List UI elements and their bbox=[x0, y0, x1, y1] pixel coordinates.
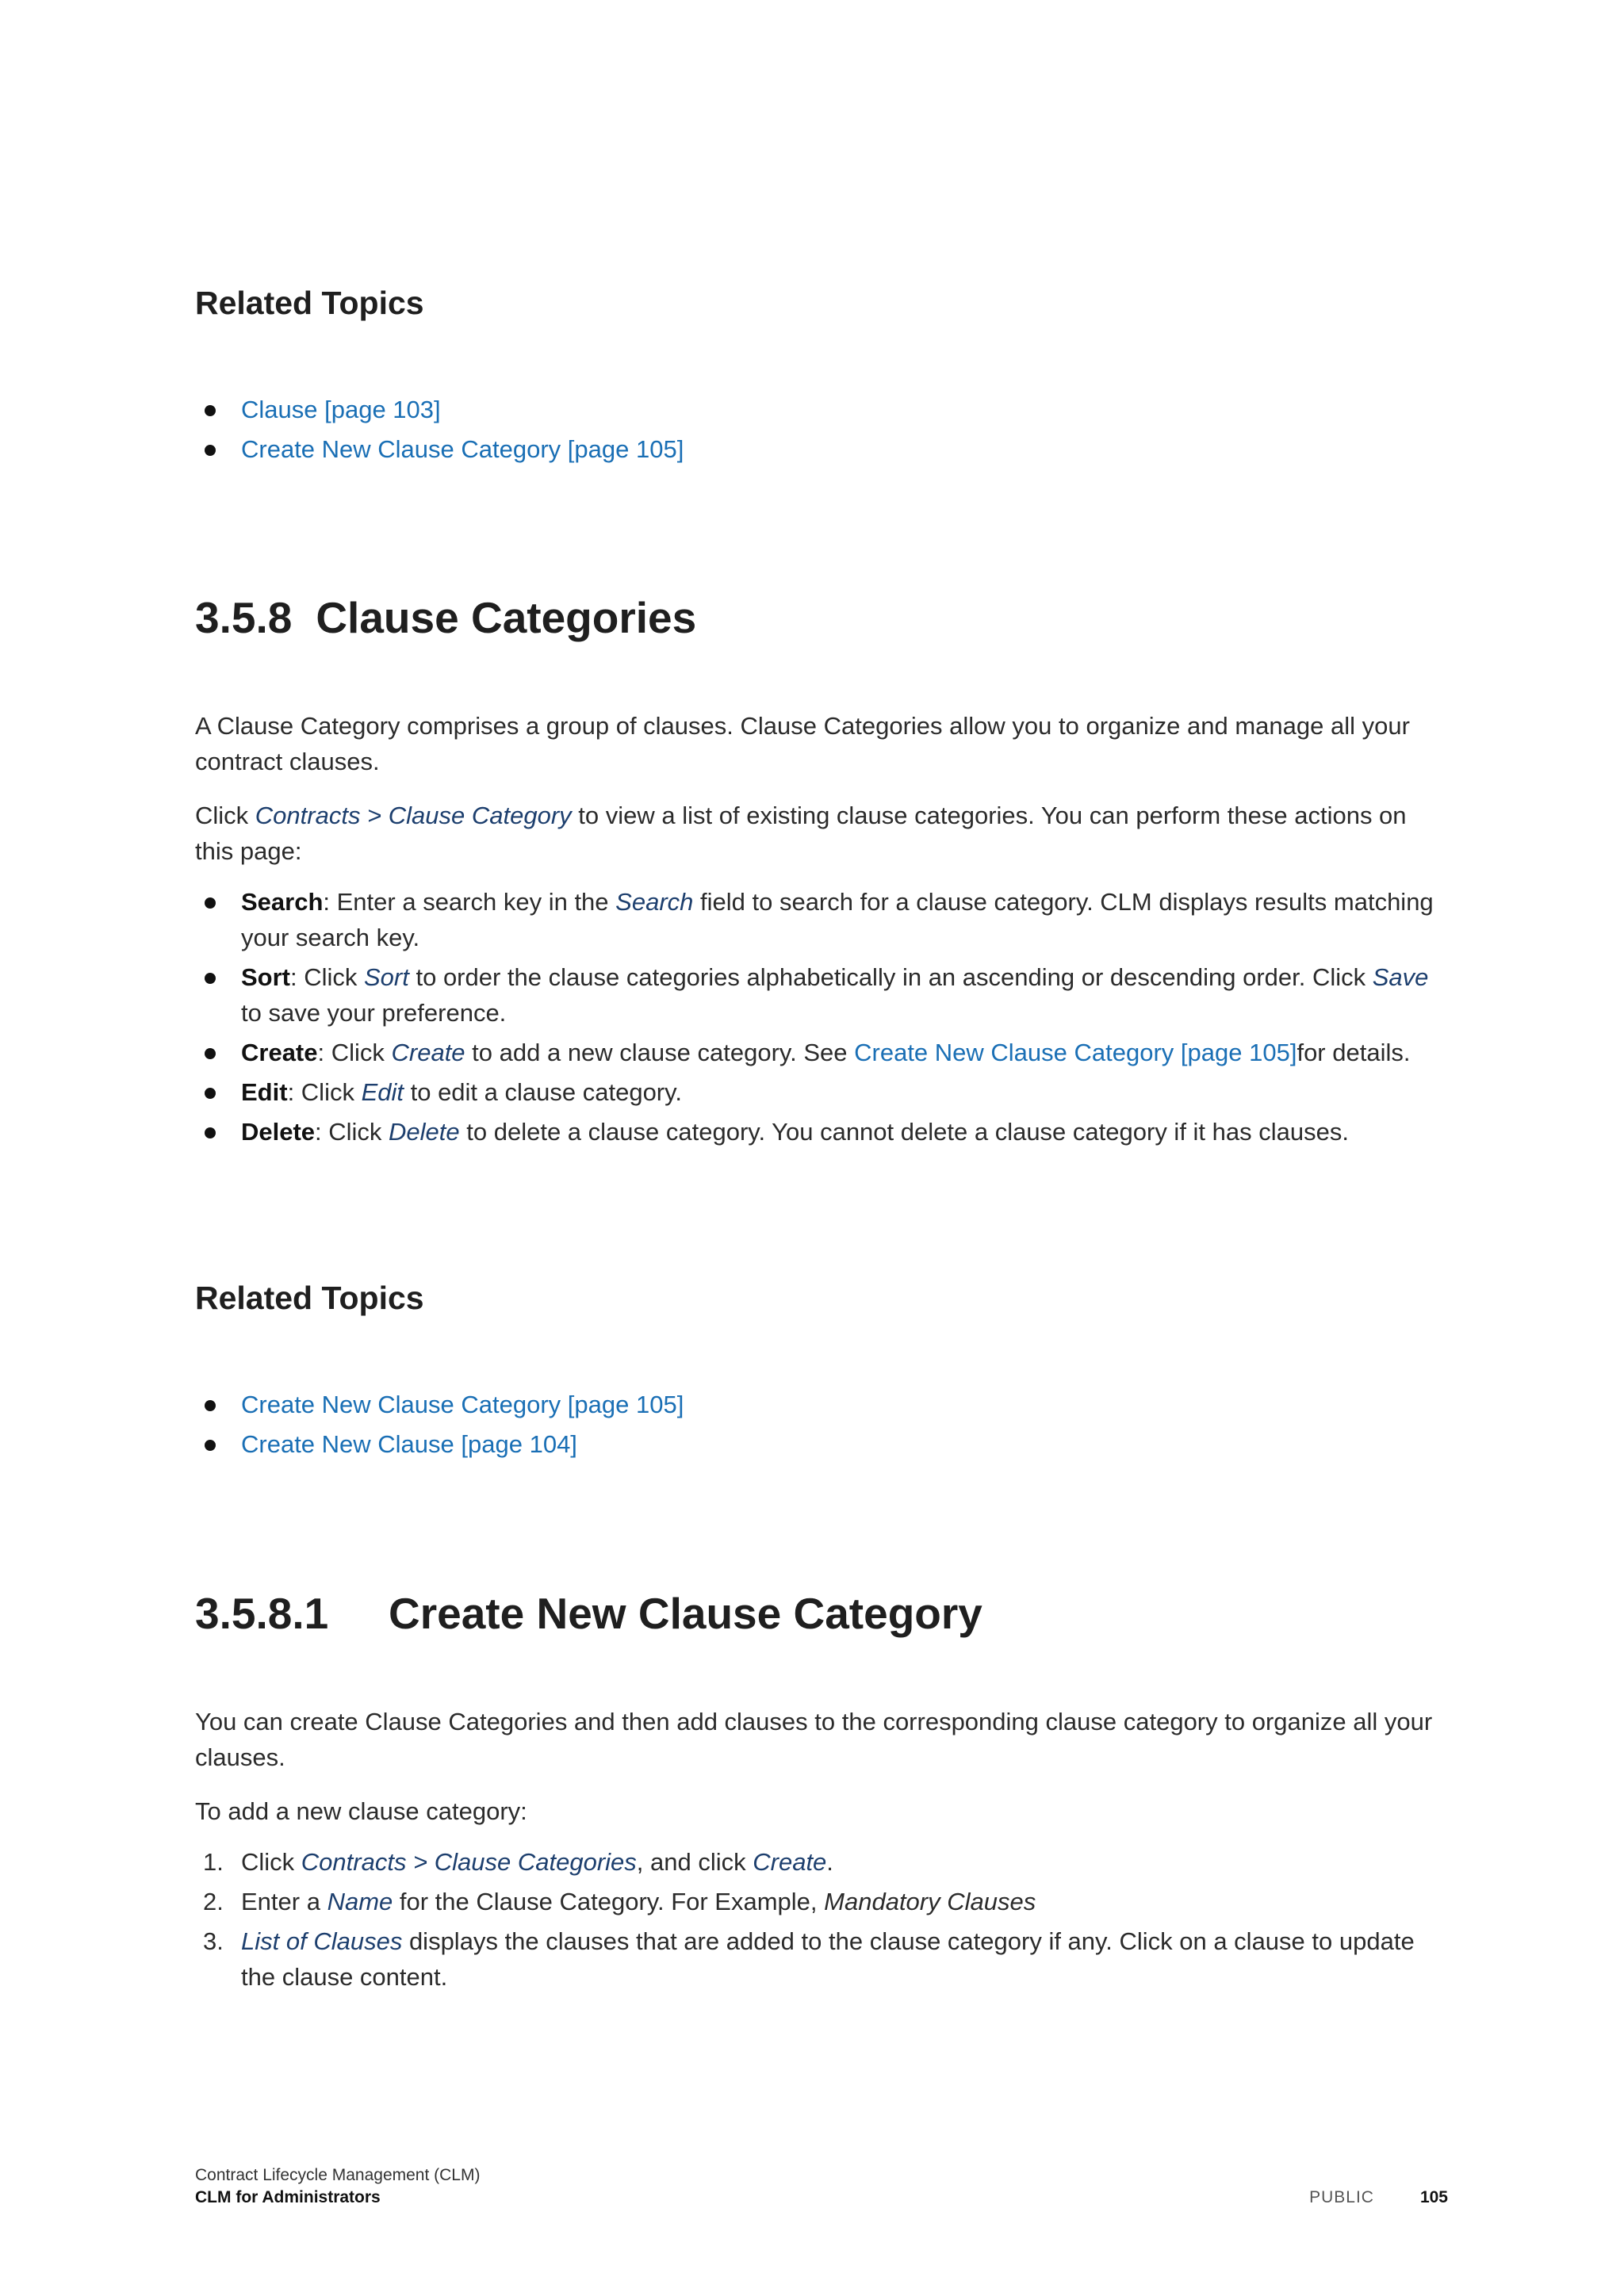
subsection-intro: You can create Clause Categories and then add clauses to the corresponding clause category to organize all your clauses. bbox=[195, 1708, 1433, 1771]
bullet-icon bbox=[205, 445, 216, 456]
list-item: Edit: Click Edit to edit a clause category. bbox=[195, 1074, 1448, 1110]
bullet-icon bbox=[205, 897, 216, 909]
bullet-icon bbox=[205, 973, 216, 984]
subsection-lead: To add a new clause category: bbox=[195, 1797, 527, 1825]
footer-product: Contract Lifecycle Management (CLM) bbox=[195, 2166, 481, 2184]
related-topics-list bbox=[195, 392, 1448, 471]
list-item bbox=[195, 1426, 1448, 1462]
footer-page-info bbox=[1309, 2187, 1448, 2209]
steps-list bbox=[195, 1844, 1448, 1999]
list-item: Delete: Click Delete to delete a clause category. You cannot delete a clause category if it has clauses. bbox=[195, 1114, 1448, 1150]
link-create-new-clause-category[interactable]: Create New Clause Category [page 105] bbox=[854, 1039, 1297, 1066]
bullet-icon bbox=[205, 405, 216, 416]
link-create-new-clause-category[interactable]: Create New Clause Category [page 105] bbox=[241, 435, 684, 463]
related-topics-heading: Related Topics bbox=[195, 1280, 424, 1316]
section-paragraph: Click Contracts > Clause Category to view a list of existing clause categories. You can perform these actions on this page: bbox=[195, 802, 1407, 865]
menu-path: Contracts > Clause Category bbox=[255, 802, 572, 829]
footer-doc-info bbox=[195, 2164, 480, 2209]
bullet-icon bbox=[205, 1127, 216, 1138]
bullet-icon bbox=[205, 1088, 216, 1099]
section-number: 3.5.8 bbox=[195, 593, 293, 642]
list-item: Search: Enter a search key in the Search field to search for a clause category. CLM displays results matching your search key. bbox=[195, 884, 1448, 955]
classification-label: PUBLIC bbox=[1309, 2188, 1374, 2206]
bullet-icon bbox=[205, 1048, 216, 1059]
related-topics-list bbox=[195, 1387, 1448, 1466]
link-create-new-clause-category[interactable]: Create New Clause Category [page 105] bbox=[241, 1391, 684, 1418]
link-clause[interactable]: Clause [page 103] bbox=[241, 396, 441, 423]
list-item bbox=[195, 392, 1448, 427]
related-topics-heading: Related Topics bbox=[195, 285, 424, 321]
list-item: 3. List of Clauses displays the clauses that are added to the clause category if any. Click on a clause to update the clause content. bbox=[203, 1927, 1415, 1991]
list-item bbox=[195, 431, 1448, 467]
section-intro: A Clause Category comprises a group of clauses. Clause Categories allow you to organize and manage all your contract clauses. bbox=[195, 712, 1410, 775]
list-item: 2. Enter a Name for the Clause Category. For Example, Mandatory Clauses bbox=[203, 1888, 1036, 1915]
list-item: Sort: Click Sort to order the clause categories alphabetically in an ascending or descending order. Click Save to save your preference. bbox=[195, 959, 1448, 1031]
subsection-number: 3.5.8.1 bbox=[195, 1589, 329, 1638]
section-title: Clause Categories bbox=[316, 593, 697, 642]
bullet-icon bbox=[205, 1440, 216, 1451]
bullet-icon bbox=[205, 1400, 216, 1411]
list-item: Create: Click Create to add a new clause category. See Create New Clause Category [page 105]for details. bbox=[195, 1035, 1448, 1070]
footer-guide: CLM for Administrators bbox=[195, 2188, 381, 2206]
page-number: 105 bbox=[1419, 2188, 1448, 2206]
link-create-new-clause[interactable]: Create New Clause [page 104] bbox=[241, 1430, 577, 1458]
list-item bbox=[195, 1387, 1448, 1422]
subsection-title: Create New Clause Category bbox=[389, 1589, 982, 1638]
subsection-heading bbox=[195, 1589, 982, 1638]
actions-list bbox=[195, 884, 1448, 1154]
section-heading bbox=[195, 593, 697, 642]
list-item: 1. Click Contracts > Clause Categories, and click Create. bbox=[203, 1848, 833, 1876]
